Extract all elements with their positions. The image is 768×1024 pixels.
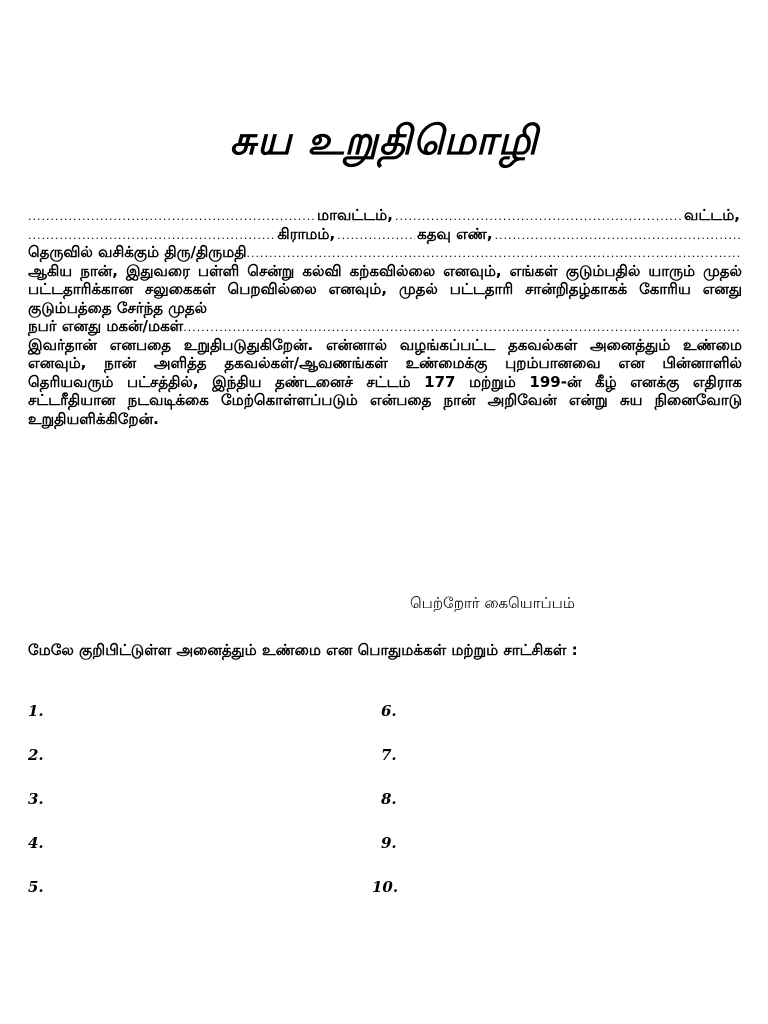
district-blank (28, 208, 315, 227)
witness-number: 9. (381, 834, 397, 852)
witness-number: 6. (381, 702, 397, 720)
son-daughter-line (28, 317, 742, 336)
name-blank (247, 245, 742, 264)
street-blank (495, 227, 742, 246)
son-daughter-blank (183, 319, 742, 338)
door-number-blank (337, 227, 415, 246)
declaration-paragraph-1: ஆகிய நான், இதுவரை பள்ளி சென்று கல்வி கற்கவில்லை எனவும், எங்கள் குடும்பதில் யாரும் முதல் பட்டதாரிக்கான சலுகைகள் பெறவில்லை எனவும், முதல் பட்டதாரி சான்றிதழ்காகக் கோரிய எனது குடும்பத்தை சேர்ந்த முதல் (28, 261, 742, 317)
district-label: மாவட்டம், (317, 206, 393, 224)
witness-number: 10. (372, 878, 399, 896)
witness-intro: மேலே குறிபிட்டுள்ள அனைத்தும் உண்மை என பொதுமக்கள் மற்றும் சாட்சிகள் : (28, 641, 578, 659)
witness-number: 7. (381, 746, 397, 764)
witness-number: 8. (381, 790, 397, 808)
witness-number: 3. (28, 790, 44, 808)
affidavit-body (28, 206, 742, 428)
door-number-label: கதவு எண், (417, 224, 493, 243)
witness-number: 5. (28, 878, 44, 896)
resident-line (28, 243, 742, 262)
district-line (28, 206, 742, 225)
document-title: சுய உறுதிமொழி (229, 118, 539, 164)
witness-number: 4. (28, 834, 44, 852)
parent-signature-label: பெற்றோர் கையொப்பம் (410, 594, 575, 612)
son-daughter-label: நபர் எனது மகன்/மகள் (28, 317, 184, 335)
taluk-label: வட்டம், (683, 206, 740, 224)
witness-number: 2. (28, 746, 44, 764)
street-label: தெருவில் வசிக்கும் திரு/திருமதி (28, 243, 247, 261)
witness-number: 1. (28, 702, 44, 720)
declaration-paragraph-2: இவர்தான் எனபதை உறுதிபடுதுகிறேன். என்னால் வழங்கப்பட்ட தகவல்கள் அனைத்தும் உண்மை எனவும், நான் அளித்த தகவல்கள்/ஆவணங்கள் உண்மைக்கு புறம்பானவை என பின்னாளில் தெரியவரும் பட்சத்தில், இந்திய தண்டனைச் சட்டம் 177 மற்றும் 199-ன் கீழ் எனக்கு எதிராக சட்டரீதியான நடவடிக்கை மேற்கொள்ளப்படும் என்பதை நான் அறிவேன் என்று சுய நினைவோடு உறுதியளிக்கிறேன். (28, 335, 742, 428)
village-line (28, 225, 742, 244)
village-label: கிராமம், (277, 224, 336, 243)
